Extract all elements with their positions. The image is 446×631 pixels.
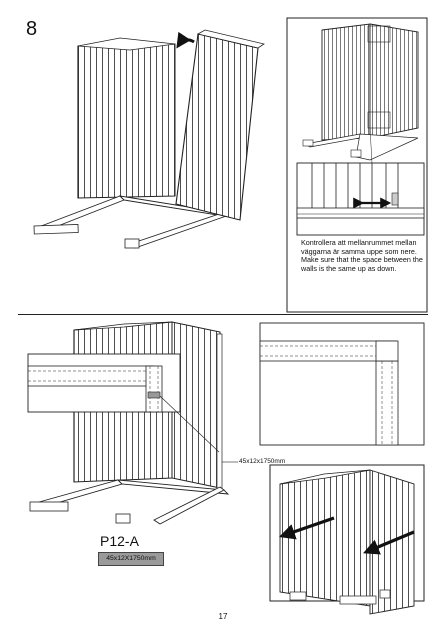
step-number: 8: [26, 18, 38, 40]
instruction-caption: [301, 239, 423, 273]
plan-detail: [260, 323, 424, 445]
bottom-right-illustration: [270, 465, 424, 614]
caption-english: Make sure that the space between the walls is the same up as down.: [301, 255, 423, 273]
caption-swedish: Kontrollera att mellanrummet mellan väggarna är samma uppe som nere.: [301, 238, 417, 256]
page-number: 17: [218, 612, 228, 621]
top-left-illustration: [34, 30, 264, 248]
part-size-tag: 45x12X1750mm: [98, 552, 164, 566]
dimension-callout: 45x12x1750mm: [239, 458, 286, 465]
part-label: P12-A: [100, 533, 139, 549]
bottom-left-illustration: [28, 322, 238, 524]
section-divider: [18, 314, 428, 315]
